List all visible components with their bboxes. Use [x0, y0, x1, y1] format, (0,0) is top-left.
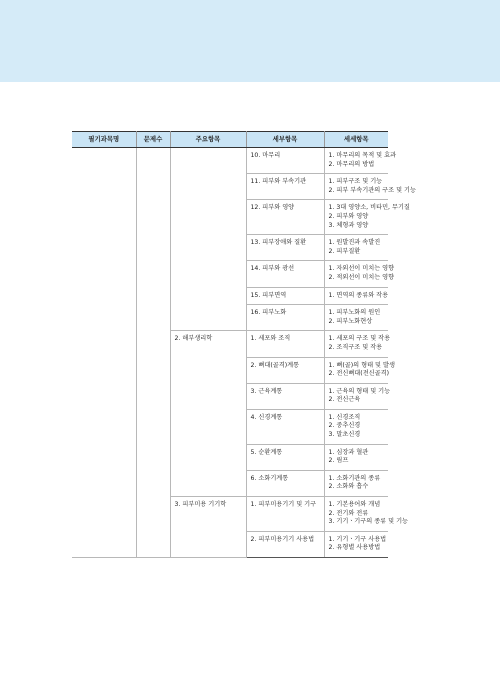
detail-item-cell: [324, 470, 388, 496]
sub-item-cell: [246, 305, 324, 331]
detail-item: 1. 3대 영양소, 비타민, 무기질: [328, 204, 410, 212]
header-detail-item: 세세항목: [324, 132, 388, 148]
detail-item: 2. 소화와 흡수: [328, 483, 369, 491]
sub-item-cell: [246, 497, 324, 532]
detail-item: 2. 전기와 전류: [328, 509, 369, 517]
sub-item-cell: [246, 383, 324, 409]
detail-item: 1. 면역의 종류와 작용: [328, 291, 389, 299]
detail-item-cell: [324, 148, 397, 174]
sub-item-label: 15. 피부면역: [250, 291, 287, 299]
sub-item-label: 12. 피부와 영양: [250, 204, 295, 212]
detail-item: 1. 마무리의 목적 및 효과: [328, 152, 397, 159]
table-row: [72, 148, 388, 174]
sub-item-label: 2. 피부미용기기 사용법: [250, 535, 315, 543]
detail-item: 2. 전신근육: [328, 396, 361, 404]
sub-item-label: 1. 피부미용기기 및 기구: [250, 501, 317, 509]
detail-item-cell: [324, 235, 388, 261]
detail-item: 1. 피부노화의 원인: [328, 309, 381, 317]
sub-item-cell: [246, 409, 324, 444]
detail-item: 2. 중추신경: [328, 422, 361, 430]
detail-item-cell: [324, 331, 391, 357]
header-count: 문제수: [136, 132, 170, 148]
detail-item: 1. 세포의 구조 및 작용: [328, 335, 391, 343]
detail-item: 3. 기기ㆍ기구의 종류 및 기능: [328, 518, 409, 526]
sub-item-cell: [246, 357, 324, 383]
sub-item-label: 3. 근육계통: [250, 387, 283, 395]
detail-item: 1. 심장과 혈관: [328, 448, 369, 456]
detail-item: 1. 자외선이 미치는 영향: [328, 265, 395, 273]
detail-item: 3. 체형과 영양: [328, 221, 369, 229]
detail-item: 1. 뼈(골)의 형태 및 발생: [328, 361, 395, 369]
main-item-label: 2. 해부생리학: [174, 335, 213, 343]
sub-item-label: 6. 소화기계통: [250, 474, 289, 482]
main-item-label: 3. 피부미용 기기학: [174, 501, 227, 509]
sub-item-label: 5. 순환계통: [250, 448, 283, 456]
sub-item-cell: [246, 261, 324, 287]
sub-item-label: 4. 신경계통: [250, 413, 283, 421]
top-banner-band: [0, 0, 500, 82]
detail-item: 1. 신경조직: [328, 413, 361, 421]
detail-item: 2. 조직구조 및 작용: [328, 343, 383, 351]
detail-item-cell: [324, 287, 388, 305]
detail-item: 2. 유형별 사용방법: [328, 544, 381, 552]
sub-item-cell: [246, 235, 324, 261]
detail-item: 2. 피부질환: [328, 247, 361, 255]
detail-item: 2. 마무리의 방법: [328, 160, 375, 168]
main-item-cell: [170, 497, 246, 558]
detail-item: 1. 기기ㆍ기구 사용법: [328, 535, 387, 543]
detail-item-cell: [324, 357, 395, 383]
detail-item-cell: [324, 531, 388, 557]
detail-item: 1. 기본용어와 개념: [328, 501, 381, 509]
detail-item: 2. 피부와 영양: [328, 212, 369, 220]
main-item-cell: [170, 331, 246, 497]
sub-item-cell: [246, 444, 324, 470]
detail-item-cell: [324, 200, 410, 235]
sub-item-label: 13. 피부장애와 질환: [250, 239, 307, 247]
sub-item-cell: [246, 174, 324, 200]
sub-item-cell: [246, 287, 324, 305]
detail-item-cell: [324, 305, 388, 331]
sub-item-label: 11. 피부와 부속기관: [250, 178, 307, 186]
detail-item: 2. 림프: [328, 457, 349, 465]
detail-item-cell: [324, 174, 416, 200]
header-main-item: 주요항목: [170, 132, 246, 148]
detail-item-cell: [324, 409, 388, 444]
detail-item: 1. 근육의 형태 및 기능: [328, 387, 391, 395]
main-item-cell: [170, 148, 246, 331]
sub-item-label: 1. 세포와 조직: [250, 335, 291, 343]
sub-item-cell: [246, 470, 324, 496]
detail-item-cell: [324, 497, 409, 532]
detail-item-cell: [324, 261, 395, 287]
sub-item-label: 10. 마무리: [250, 152, 281, 159]
header-sub-item: 세부항목: [246, 132, 324, 148]
table-header-row: [72, 132, 388, 148]
count-cell: [136, 148, 170, 558]
sub-item-cell: [246, 531, 324, 557]
detail-item: 3. 말초신경: [328, 431, 361, 439]
header-subject: 필기과목명: [72, 132, 136, 148]
detail-item: 1. 소화기관의 종류: [328, 474, 381, 482]
sub-item-label: 14. 피부와 광선: [250, 265, 295, 273]
sub-item-cell: [246, 331, 324, 357]
detail-item: 1. 원발진과 속발진: [328, 239, 381, 247]
detail-item: 2. 적외선이 미치는 영향: [328, 273, 395, 281]
subject-cell: [72, 148, 136, 558]
detail-item: 2. 피부노화현상: [328, 317, 373, 325]
sub-item-cell: [246, 148, 324, 174]
detail-item: 1. 피부구조 및 기능: [328, 178, 383, 186]
exam-outline-table: [72, 131, 416, 558]
sub-item-cell: [246, 200, 324, 235]
detail-item: 2. 피부 부속기관의 구조 및 기능: [328, 186, 416, 194]
sub-item-label: 16. 피부노화: [250, 309, 287, 317]
detail-item-cell: [324, 444, 388, 470]
detail-item-cell: [324, 383, 391, 409]
sub-item-label: 2. 뼈대(골격)계통: [250, 361, 300, 369]
detail-item: 2. 전신뼈대(전신골격): [328, 370, 390, 378]
